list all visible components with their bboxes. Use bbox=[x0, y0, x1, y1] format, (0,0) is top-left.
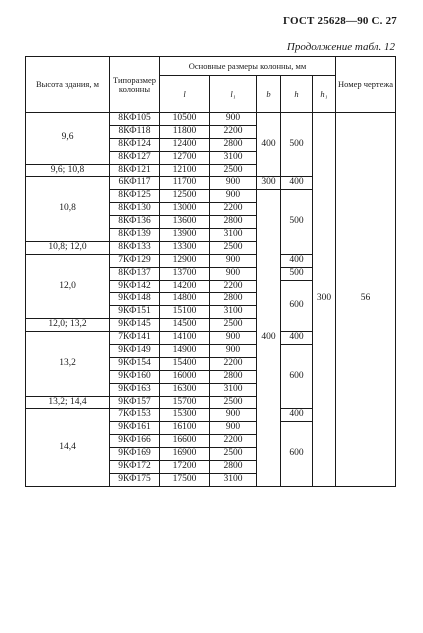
l1-cell: 2500 bbox=[210, 164, 257, 177]
type-cell: 7КФ129 bbox=[110, 254, 160, 267]
header-h1: h₁ bbox=[313, 76, 336, 113]
type-cell: 8КФ121 bbox=[110, 164, 160, 177]
l-cell: 12400 bbox=[160, 138, 210, 151]
height-cell: 13,2; 14,4 bbox=[26, 396, 110, 409]
l1-cell: 2200 bbox=[210, 435, 257, 448]
l1-cell: 2500 bbox=[210, 241, 257, 254]
type-cell: 8КФ118 bbox=[110, 125, 160, 138]
l-cell: 13900 bbox=[160, 229, 210, 242]
l1-cell: 2500 bbox=[210, 396, 257, 409]
l1-cell: 2800 bbox=[210, 293, 257, 306]
l-cell: 14100 bbox=[160, 332, 210, 345]
header-height: Высота здания, м bbox=[26, 57, 110, 113]
h-cell: 400 bbox=[281, 177, 313, 190]
height-cell: 9,6 bbox=[26, 113, 110, 165]
l1-cell: 3100 bbox=[210, 383, 257, 396]
l1-cell: 900 bbox=[210, 345, 257, 358]
l-cell: 13700 bbox=[160, 267, 210, 280]
b-cell: 400 bbox=[257, 190, 281, 486]
type-cell: 8КФ133 bbox=[110, 241, 160, 254]
header-l: l bbox=[160, 76, 210, 113]
type-cell: 6КФ117 bbox=[110, 177, 160, 190]
type-cell: 9КФ160 bbox=[110, 370, 160, 383]
l-cell: 16900 bbox=[160, 448, 210, 461]
l-cell: 14900 bbox=[160, 345, 210, 358]
l1-cell: 2500 bbox=[210, 448, 257, 461]
l-cell: 15300 bbox=[160, 409, 210, 422]
type-cell: 9КФ142 bbox=[110, 280, 160, 293]
type-cell: 9КФ154 bbox=[110, 357, 160, 370]
h-cell: 500 bbox=[281, 267, 313, 280]
l1-cell: 3100 bbox=[210, 229, 257, 242]
type-cell: 9КФ163 bbox=[110, 383, 160, 396]
height-cell: 12,0 bbox=[26, 254, 110, 318]
l-cell: 15100 bbox=[160, 306, 210, 319]
type-cell: 9КФ172 bbox=[110, 461, 160, 474]
type-cell: 7КФ141 bbox=[110, 332, 160, 345]
l1-cell: 900 bbox=[210, 113, 257, 126]
header-b: b bbox=[257, 76, 281, 113]
l-cell: 16300 bbox=[160, 383, 210, 396]
type-cell: 8КФ130 bbox=[110, 203, 160, 216]
l1-cell: 2800 bbox=[210, 216, 257, 229]
type-cell: 9КФ151 bbox=[110, 306, 160, 319]
l1-cell: 900 bbox=[210, 177, 257, 190]
height-cell: 13,2 bbox=[26, 332, 110, 396]
header-dimensions: Основные размеры колонны, мм bbox=[160, 57, 336, 76]
type-cell: 9КФ161 bbox=[110, 422, 160, 435]
type-cell: 7КФ153 bbox=[110, 409, 160, 422]
l-cell: 16100 bbox=[160, 422, 210, 435]
type-cell: 9КФ166 bbox=[110, 435, 160, 448]
l-cell: 16600 bbox=[160, 435, 210, 448]
b-cell: 400 bbox=[257, 113, 281, 177]
height-cell: 14,4 bbox=[26, 409, 110, 486]
drawing-number-cell: 56 bbox=[336, 113, 396, 487]
l1-cell: 900 bbox=[210, 254, 257, 267]
l1-cell: 2200 bbox=[210, 357, 257, 370]
l1-cell: 2200 bbox=[210, 125, 257, 138]
table-continuation-label: Продолжение табл. 12 bbox=[286, 41, 395, 53]
l-cell: 13600 bbox=[160, 216, 210, 229]
header-drawing: Номер чертежа bbox=[336, 57, 396, 113]
l-cell: 12500 bbox=[160, 190, 210, 203]
l1-cell: 2200 bbox=[210, 203, 257, 216]
h-cell: 400 bbox=[281, 254, 313, 267]
type-cell: 8КФ105 bbox=[110, 113, 160, 126]
type-cell: 8КФ137 bbox=[110, 267, 160, 280]
l-cell: 17500 bbox=[160, 473, 210, 486]
l-cell: 11800 bbox=[160, 125, 210, 138]
l-cell: 17200 bbox=[160, 461, 210, 474]
h1-cell: 300 bbox=[313, 113, 336, 487]
height-cell: 9,6; 10,8 bbox=[26, 164, 110, 177]
l1-cell: 3100 bbox=[210, 473, 257, 486]
l-cell: 15700 bbox=[160, 396, 210, 409]
l-cell: 16000 bbox=[160, 370, 210, 383]
l1-cell: 3100 bbox=[210, 151, 257, 164]
h-cell: 500 bbox=[281, 113, 313, 177]
header-h: h bbox=[281, 76, 313, 113]
l-cell: 13000 bbox=[160, 203, 210, 216]
h-cell: 400 bbox=[281, 409, 313, 422]
h-cell: 400 bbox=[281, 332, 313, 345]
h-cell: 600 bbox=[281, 345, 313, 409]
l-cell: 14800 bbox=[160, 293, 210, 306]
b-cell: 300 bbox=[257, 177, 281, 190]
h-cell: 500 bbox=[281, 190, 313, 254]
l1-cell: 3100 bbox=[210, 306, 257, 319]
l1-cell: 900 bbox=[210, 332, 257, 345]
header-type: Типоразмер колонны bbox=[110, 57, 160, 113]
l1-cell: 2800 bbox=[210, 138, 257, 151]
h-cell: 600 bbox=[281, 280, 313, 332]
l1-cell: 900 bbox=[210, 422, 257, 435]
l1-cell: 2800 bbox=[210, 461, 257, 474]
columns-table bbox=[25, 56, 396, 487]
type-cell: 8КФ125 bbox=[110, 190, 160, 203]
header-l1: l₁ bbox=[210, 76, 257, 113]
l1-cell: 900 bbox=[210, 267, 257, 280]
l1-cell: 900 bbox=[210, 409, 257, 422]
l1-cell: 2200 bbox=[210, 280, 257, 293]
l-cell: 14200 bbox=[160, 280, 210, 293]
type-cell: 8КФ136 bbox=[110, 216, 160, 229]
l-cell: 13300 bbox=[160, 241, 210, 254]
type-cell: 8КФ127 bbox=[110, 151, 160, 164]
l-cell: 12100 bbox=[160, 164, 210, 177]
l-cell: 15400 bbox=[160, 357, 210, 370]
l1-cell: 900 bbox=[210, 190, 257, 203]
l1-cell: 2800 bbox=[210, 370, 257, 383]
type-cell: 8КФ124 bbox=[110, 138, 160, 151]
type-cell: 9КФ149 bbox=[110, 345, 160, 358]
page-header: ГОСТ 25628—90 С. 27 bbox=[283, 15, 397, 27]
height-cell: 10,8; 12,0 bbox=[26, 241, 110, 254]
type-cell: 9КФ157 bbox=[110, 396, 160, 409]
type-cell: 8КФ139 bbox=[110, 229, 160, 242]
l-cell: 12900 bbox=[160, 254, 210, 267]
h-cell: 600 bbox=[281, 422, 313, 486]
type-cell: 9КФ145 bbox=[110, 319, 160, 332]
type-cell: 9КФ169 bbox=[110, 448, 160, 461]
l-cell: 12700 bbox=[160, 151, 210, 164]
type-cell: 9КФ148 bbox=[110, 293, 160, 306]
type-cell: 9КФ175 bbox=[110, 473, 160, 486]
l-cell: 14500 bbox=[160, 319, 210, 332]
height-cell: 10,8 bbox=[26, 177, 110, 241]
l-cell: 11700 bbox=[160, 177, 210, 190]
height-cell: 12,0; 13,2 bbox=[26, 319, 110, 332]
l1-cell: 2500 bbox=[210, 319, 257, 332]
l-cell: 10500 bbox=[160, 113, 210, 126]
